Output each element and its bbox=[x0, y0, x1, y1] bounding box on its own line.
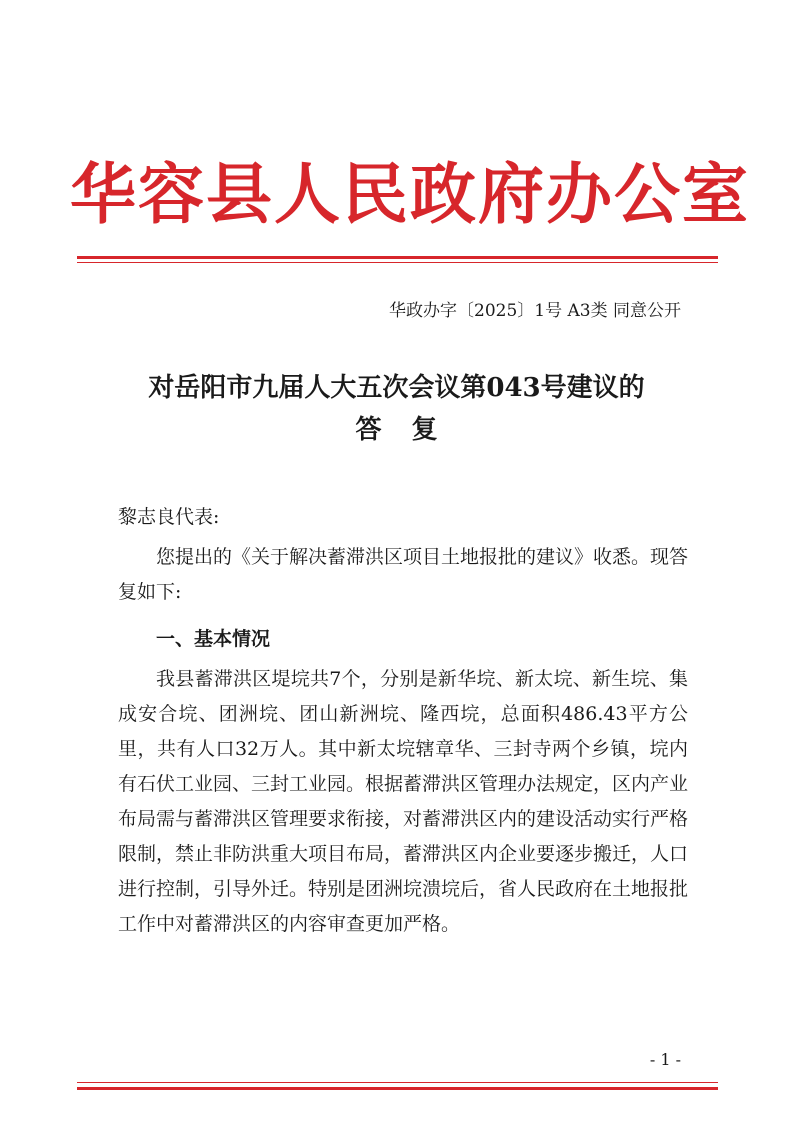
document-title-line2: 答复 bbox=[355, 415, 468, 445]
paragraph-basic-situation: 我县蓄滞洪区堤垸共7个，分别是新华垸、新太垸、新生垸、集成安合垸、团洲垸、团山新洲垸、隆西垸，总面积486.43平方公里，共有人口32万人。其中新太垸辖章华、三封寺两个乡镇，垸内有石伏工业园、三封工业园。根据蓄滞洪区管理办法规定，区内产业布局需与蓄滞洪区管理要求衔接，对蓄滞洪区内的建设活动实行严格限制，禁止非防洪重大项目布局，蓄滞洪区内企业要逐步搬迁，人口进行控制，引导外迁。特别是团洲垸溃垸后，省人民政府在土地报批工作中对蓄滞洪区的内容审查更加严格。 bbox=[118, 668, 689, 935]
footer-red-rule bbox=[77, 1087, 718, 1090]
document-title-line1: 对岳阳市九届人大五次会议第043号建议的 bbox=[148, 373, 645, 403]
header-red-rule bbox=[77, 256, 718, 259]
section-heading-basic-situation: 一、基本情况 bbox=[156, 628, 271, 650]
footer-red-rule-thin bbox=[77, 1082, 718, 1083]
salutation: 黎志良代表: bbox=[118, 506, 220, 528]
masthead-title: 华容县人民政府办公室 bbox=[70, 156, 750, 233]
document-number: 华政办字〔2025〕1号 A3类 同意公开 bbox=[389, 301, 681, 321]
header-red-rule-thin bbox=[77, 262, 718, 263]
page-number: - 1 - bbox=[649, 1050, 681, 1069]
paragraph-intro: 您提出的《关于解决蓄滞洪区项目土地报批的建议》收悉。现答复如下: bbox=[118, 546, 689, 603]
